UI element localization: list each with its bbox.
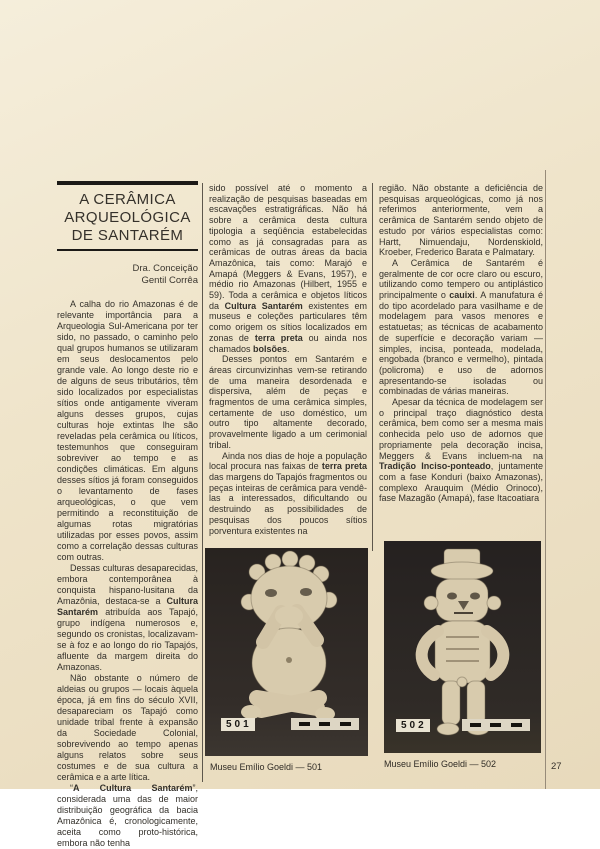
figure-caption: Museu Emílio Goeldi — 502 <box>384 759 497 769</box>
scale-segment <box>470 723 481 727</box>
specimen-number-label: 501 <box>221 718 255 731</box>
page-number: 27 <box>551 761 562 772</box>
scale-segment <box>490 723 501 727</box>
paragraph: Ainda nos dias de hoje a população local procura nas faixas de terra preta das margens do Tapajós fragmentos ou peças inteiras de cerâmica para vendê-las a interessados, dificultando ou destruindo as possibilidades de pesquisas dos poucos sítios porventura existentes na <box>209 450 368 536</box>
photo-scale-bar <box>462 719 530 731</box>
text-column-3 <box>379 183 543 545</box>
title-rule-bottom <box>57 249 198 251</box>
figurine-photo-501 <box>205 548 368 756</box>
figure-caption: Museu Emílio Goeldi — 501 <box>210 762 323 772</box>
paragraph: A Cerâmica de Santarém é geralmente de cor ocre claro ou escuro, utilizando como tempero ou antiplástico principalmente o cauixi. A manufatura é do tipo acordelado para vasilhame e de modelagem para vasos menores e estatuetas; as técnicas de acabamento de superfície e decoração variam — simples, incisa, ponteada, modelada, engobada (branco e vermelho), pintada (policroma) e uso de adornos apresentando-se isoladas ou combinadas de várias maneiras. <box>379 257 543 397</box>
paragraph: A calha do rio Amazonas é de relevante importância para a Arqueologia Sul-Americana por ter sido, no passado, o caminho pelo qual grupos humanos se utilizaram em seus deslocamentos pelo grande vale. Ao longo deste rio e de alguns de seus tributários, têm sido localizados por especialistas sítios onde antigamente viveram alguns desses grupos, cujas culturas hoje extintas lhe são reveladas pela cerâmica ou líticos, testemunhos que conseguiram sobreviver ao tempo e as condições climáticas. Em alguns desses sítios já foram conseguidos o levantamento de fases arqueológicas, o que vem permitindo a reconstituição de algumas rotas migratórias utilizadas por esses povos, assim como a correlação dessas culturas com outras. <box>57 299 198 562</box>
paragraph: região. Não obstante a deficiência de pesquisas arqueológicas, como já nos referimos anteriormente, vem a cerâmica de Santarém sendo objeto de estudo por vários especialistas como: Hartt, Nimuendaju, Nordenskiold, Kroeber, Frederico Barata e Palmatary. <box>379 183 543 258</box>
photo-scale-bar <box>291 718 359 730</box>
scale-segment <box>299 722 310 726</box>
paragraph: “A Cultura Santarém”, considerada uma das de maior distribuição geográfica da bacia Amazônica é, cronologicamente, aceita como proto-histórica, embora não tenha <box>57 783 198 848</box>
paragraph: Dessas culturas desaparecidas, embora contemporânea à conquista hispano-lusitana da Amazônia, destaca-se a Cultura Santarém atribuída aos Tapajó, grupo indígena numerosos e, segundo os cronistas, localizavam-se à foz e ao longo do rio Tapajós, afluente da margem direita do Amazonas. <box>57 563 198 672</box>
page-edge-line <box>545 170 546 789</box>
paragraph: Apesar da técnica de modelagem ser o principal traço diagnóstico desta cerâmica, bem como ser a mesma mais conhecida pelo uso de adornos que propriamente pela decoração incisa, Meggers & Evans incluem-na na Tradição Inciso-ponteado, juntamente com a fase Konduri (baixo Amazonas), complexo Arauquim (Médio Orinoco), fase Mazagão (Amapá), fase Itacoatiara <box>379 397 544 504</box>
scale-segment <box>511 723 522 727</box>
scale-segment <box>319 722 330 726</box>
article-title: A CERÂMICA ARQUEOLÓGICA DE SANTARÉM <box>64 191 191 244</box>
paragraph: Desses pontos em Santarém e áreas circunvizinhas vem-se retirando de uma maneira desordenada e dispersiva, além de peças e fragmentos de uma cerâmica simples, certamente de uso doméstico, um outro tipo altamente decorado, provavelmente ligado a um cerimonial tribal. <box>209 354 367 450</box>
paragraph: sido possível até o momento a realização de pesquisas baseadas em escavações estratigráficas. Não há sobre a cerâmica desta cultura tipologia a seqüência estabelecidas como as já consagradas para as cerâmicas de outras áreas da bacia Amazônica, tais como: Marajó e Amapá (Meggers & Evans, 1957), e médio rio Amazonas (Hilbert, 1955 e 59). Toda a cerâmica e objetos líticos da Cultura Santarém existentes em museus e coleções particulares têm como origem os sítios localizados em zonas de terra preta ou ainda nos chamados bolsões. <box>209 183 367 354</box>
paragraph: Não obstante o número de aldeias ou grupos — locais àquela época, já em fins do século XVII, desapareciam os Tapajó como unidade tribal frente à expansão da Sociedade Colonial, sobrevivendo ao tempo apenas alguns relatos sobre seus costumes e de sua cultura a cerâmica e a arte lítica. <box>57 673 198 782</box>
scale-segment <box>340 722 351 726</box>
author-byline: Dra. Conceição Gentil Corrêa <box>132 263 198 286</box>
column-divider <box>372 183 373 551</box>
specimen-number-label: 502 <box>396 719 430 732</box>
text-column-1 <box>57 299 198 848</box>
column-divider <box>202 183 203 782</box>
title-rule-top <box>57 181 198 185</box>
text-column-2 <box>209 183 367 549</box>
figurine-photo-502 <box>384 541 541 753</box>
